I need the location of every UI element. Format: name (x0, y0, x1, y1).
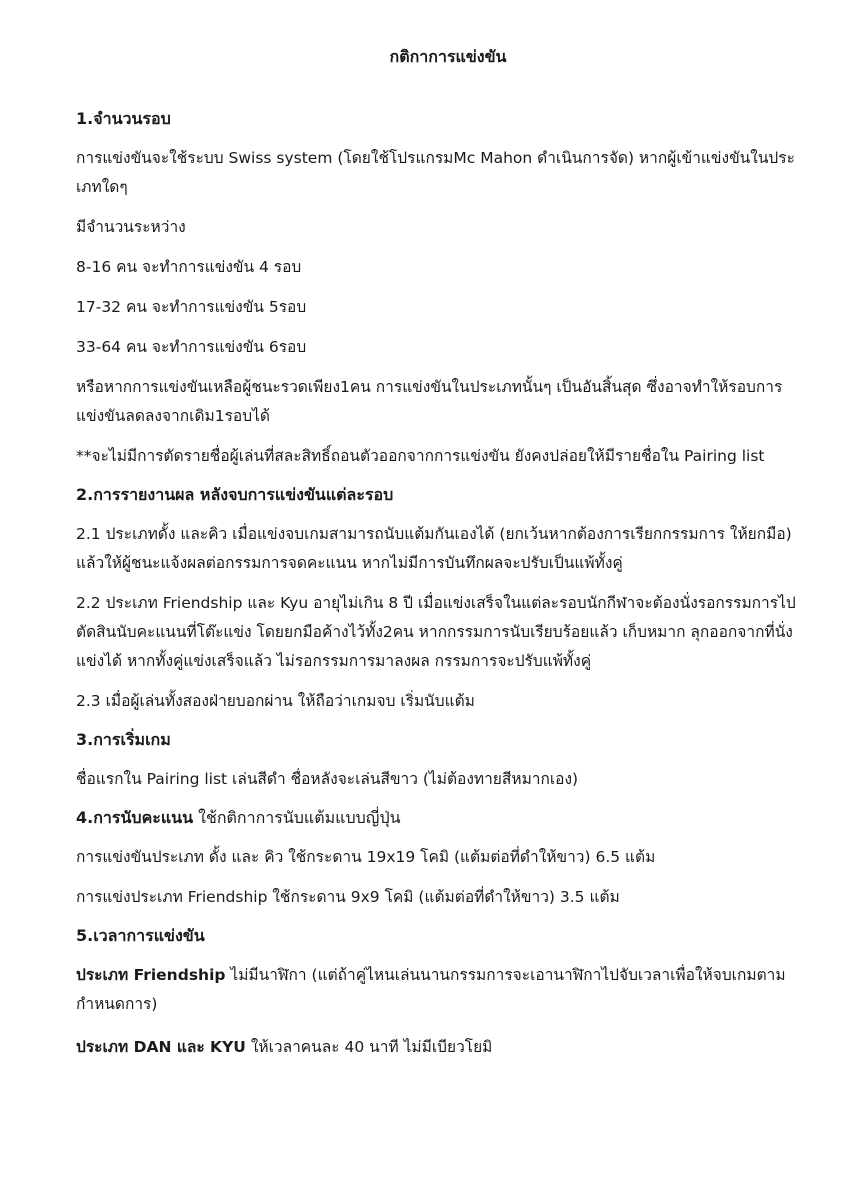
section-2-heading: 2.การรายงานผล หลังจบการแข่งขันแต่ละรอบ (76, 485, 394, 504)
section-5-dan-kyu-label: ประเภท DAN และ KYU (76, 1038, 246, 1056)
section-4-heading-suffix: ใช้กติกาการนับแต้มแบบญี่ปุ่น (193, 808, 401, 827)
section-1-rounds-17-32: 17-32 คน จะทำการแข่งขัน 5รอบ (76, 298, 307, 316)
section-4-heading: 4.การนับคะแนน (76, 808, 194, 827)
section-4-friendship-komi: การแข่งประเภท Friendship ใช้กระดาน 9x9 โคมิ (แต้มต่อที่ดำให้ขาว) 3.5 แต้ม (76, 888, 620, 906)
section-1-paragraph-early-end: หรือหากการแข่งขันเหลือผู้ชนะรวดเพียง1คน การแข่งขันในประเภทนั้นๆ เป็นอันสิ้นสุด ซึ่งอาจทำให้รอบการแข่งขันลดลงจากเดิม1รอบได้ (76, 378, 783, 425)
section-1-rounds-8-16: 8-16 คน จะทำการแข่งขัน 4 รอบ (76, 258, 302, 276)
section-3-heading: 3.การเริ่มเกม (76, 730, 171, 749)
section-5-heading: 5.เวลาการแข่งขัน (76, 926, 205, 945)
section-1-note: **จะไม่มีการตัดรายชื่อผู้เล่นที่สละสิทธิ์ถอนตัวออกจากการแข่งขัน ยังคงปล่อยให้มีรายชื่อใน Pairing list (76, 447, 765, 465)
section-2-item-2-3: 2.3 เมื่อผู้เล่นทั้งสองฝ่ายบอกผ่าน ให้ถือว่าเกมจบ เริ่มนับแต้ม (76, 692, 475, 710)
section-1-heading: 1.จำนวนรอบ (76, 109, 171, 128)
section-5-friendship-text: ไม่มีนาฬิกา (แต่ถ้าคู่ไหนเล่นนานกรรมการจะเอานาฬิกาไปจับเวลาเพื่อให้จบเกมตามกำหนดการ) (76, 966, 786, 1013)
section-2-item-2-1: 2.1 ประเภทดั้ง และคิว เมื่อแข่งจบเกมสามารถนับแต้มกันเองได้ (ยกเว้นหากต้องการเรียกกรรมการ ให้ยกมือ) แล้วให้ผู้ชนะแจ้งผลต่อกรรมการจดคะแนน หากไม่มีการบันทึกผลจะปรับเป็นแพ้ทั้งคู่ (76, 525, 792, 572)
section-5-friendship-time (76, 961, 820, 1019)
section-4-heading-line (76, 805, 820, 831)
section-1-paragraph-1: การแข่งขันจะใช้ระบบ Swiss system (โดยใช้โปรแกรมMc Mahon ดำเนินการจัด) หากผู้เข้าแข่งขันในประเภทใดๆ (76, 149, 795, 196)
section-5-dan-kyu-text: ให้เวลาคนละ 40 นาที ไม่มีเบียวโยมิ (245, 1038, 493, 1056)
section-5-dan-kyu-time (76, 1033, 820, 1062)
section-1-rounds-33-64: 33-64 คน จะทำการแข่งขัน 6รอบ (76, 338, 307, 356)
section-5-friendship-label: ประเภท Friendship (76, 966, 226, 984)
section-4-dan-kyu-komi: การแข่งขันประเภท ดั้ง และ คิว ใช้กระดาน 19x19 โคมิ (แต้มต่อที่ดำให้ขาว) 6.5 แต้ม (76, 848, 656, 866)
section-3-paragraph: ชื่อแรกใน Pairing list เล่นสีดำ ชื่อหลังจะเล่นสีขาว (ไม่ต้องทายสีหมากเอง) (76, 770, 579, 788)
section-2-item-2-2: 2.2 ประเภท Friendship และ Kyu อายุไม่เกิน 8 ปี เมื่อแข่งเสร็จในแต่ละรอบนักกีฬาจะต้องนั่งรอกรรมการไปตัดสินนับคะแนนที่โต๊ะแข่ง โดยยกมือค้างไว้ทั้ง2คน หากกรรมการนับเรียบร้อยแล้ว เก็บหมาก ลุกออกจากที่นั่งแข่งได้ หากทั้งคู่แข่งเสร็จแล้ว ไม่รอกรรมการมาลงผล กรรมการจะปรับแพ้ทั้งคู่ (76, 594, 796, 670)
document-title: กติกาการแข่งขัน (389, 47, 507, 66)
section-1-paragraph-2: มีจำนวนระหว่าง (76, 218, 186, 236)
